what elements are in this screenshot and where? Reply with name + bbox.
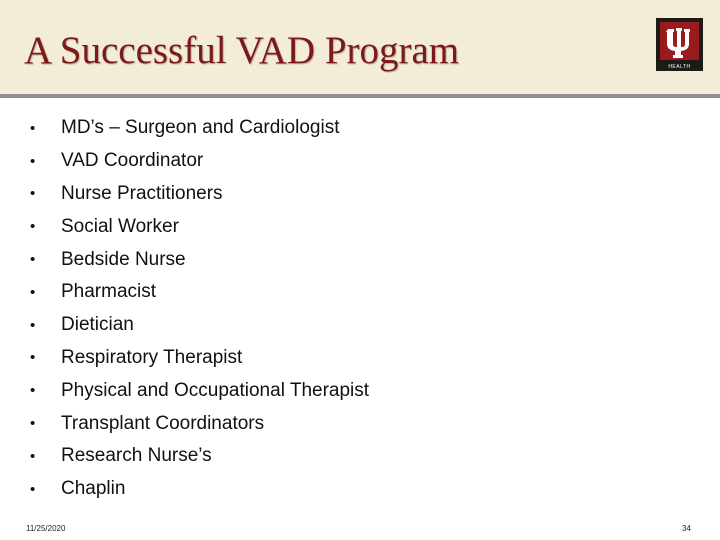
bullet-item <box>30 145 369 178</box>
bullet-list <box>30 112 369 506</box>
iu-health-logo <box>656 18 703 71</box>
bullet-item <box>30 210 369 243</box>
bullet-text: Social Worker <box>61 215 179 237</box>
bullet-item <box>30 374 369 407</box>
bullet-dot-icon: • <box>30 349 36 367</box>
bullet-dot-icon: • <box>30 152 36 170</box>
bullet-text: VAD Coordinator <box>61 150 204 172</box>
bullet-item <box>30 440 369 473</box>
logo-text: HEALTH <box>668 64 691 70</box>
bullet-item <box>30 473 369 506</box>
bullet-text: Physical and Occupational Therapist <box>61 379 370 401</box>
bullet-item <box>30 276 369 309</box>
bullet-dot-icon: • <box>30 415 36 433</box>
bullet-text: Pharmacist <box>61 281 157 303</box>
footer-page-number: 34 <box>682 524 691 533</box>
bullet-item <box>30 309 369 342</box>
slide-title: A Successful VAD Program <box>24 29 460 72</box>
bullet-dot-icon: • <box>30 382 36 400</box>
bullet-item <box>30 243 369 276</box>
bullet-dot-icon: • <box>30 251 36 269</box>
bullet-text: MD’s – Surgeon and Cardiologist <box>61 117 340 139</box>
header-divider <box>0 94 720 98</box>
footer-date: 11/25/2020 <box>26 524 66 533</box>
bullet-text: Chaplin <box>61 478 126 500</box>
bullet-item <box>30 112 369 145</box>
bullet-text: Nurse Practitioners <box>61 182 223 204</box>
bullet-item <box>30 407 369 440</box>
bullet-item <box>30 178 369 211</box>
bullet-dot-icon: • <box>30 218 36 236</box>
bullet-text: Bedside Nurse <box>61 248 186 270</box>
bullet-dot-icon: • <box>30 119 36 137</box>
bullet-dot-icon: • <box>30 447 36 465</box>
iu-trident-icon <box>656 18 703 71</box>
bullet-dot-icon: • <box>30 316 36 334</box>
bullet-text: Dietician <box>61 314 134 336</box>
bullet-text: Research Nurse’s <box>61 445 212 467</box>
bullet-item <box>30 342 369 375</box>
bullet-dot-icon: • <box>30 480 36 498</box>
bullet-dot-icon: • <box>30 185 36 203</box>
bullet-dot-icon: • <box>30 283 36 301</box>
bullet-text: Transplant Coordinators <box>61 412 265 434</box>
bullet-text: Respiratory Therapist <box>61 346 243 368</box>
